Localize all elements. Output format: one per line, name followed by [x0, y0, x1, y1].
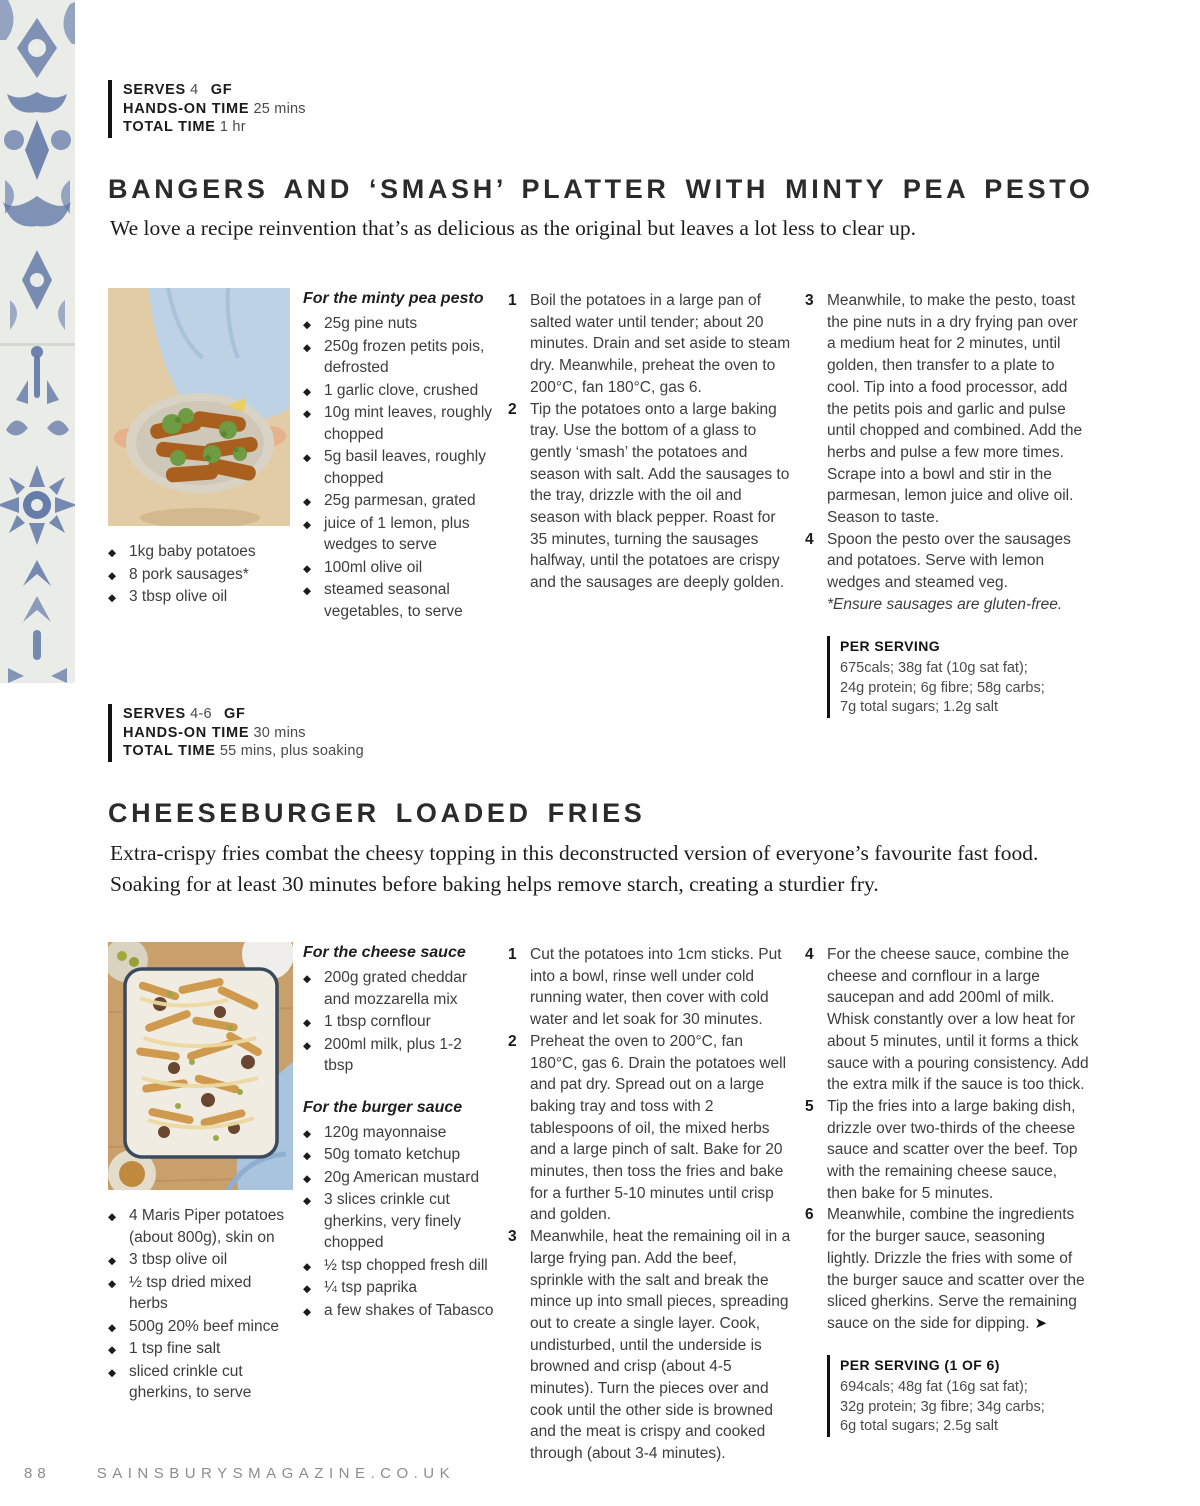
ingredient-item [303, 967, 495, 1010]
ingredient-item [303, 557, 495, 579]
ingredient-item [108, 1316, 290, 1338]
recipe2-col-ingredients-sauces [303, 942, 495, 1465]
diamond-bullet-icon: ◆ [303, 1150, 312, 1162]
recipe1-col-ingredients-main [108, 288, 290, 718]
ingredient-item [303, 380, 495, 402]
ingredient-item [108, 1361, 290, 1404]
diamond-bullet-icon: ◆ [303, 341, 312, 354]
ingredient-text: 1 tbsp cornflour [324, 1013, 431, 1030]
ingredient-item [303, 446, 495, 489]
step-number: 1 [508, 292, 517, 309]
ingredient-text: 25g parmesan, grated [324, 492, 476, 509]
total-time-value: 55 mins, plus soaking [219, 743, 364, 759]
ingredient-text: 20g American mustard [324, 1168, 480, 1186]
diamond-bullet-icon: ◆ [108, 547, 117, 559]
diamond-bullet-icon: ◆ [303, 496, 312, 508]
step-number: 6 [805, 1206, 814, 1224]
per-serving-line: 32g protein; 3g fibre; 34g carbs; [840, 1398, 1045, 1415]
step-number: 2 [508, 400, 517, 418]
ingredient-text: 3 tbsp olive oil [129, 588, 228, 605]
method-step [805, 1096, 1089, 1205]
diamond-bullet-icon: ◆ [108, 569, 117, 582]
ingredient-item [303, 513, 495, 556]
step-text: Tip the potatoes onto a large baking tray. Use the bottom of a glass to gently ‘smash’ the potatoes and season with salt. Add the sausages to the tray, drizzle with the oil and season with black pepper. Roast for 35 minutes, turning the sausages halfway, until the potatoes are crispy and the sausages are deeply golden. [530, 400, 790, 592]
subrecipe-heading: For the burger sauce [303, 1098, 463, 1116]
hands-on-time-line [123, 724, 364, 743]
gluten-free-badge: GF [224, 706, 246, 722]
recipe2-body [108, 942, 1090, 1465]
ingredient-text: juice of 1 lemon, plus wedges to serve [324, 514, 470, 553]
total-time-label: TOTAL TIME [123, 743, 216, 759]
method-step [805, 1204, 1089, 1334]
cheese-sauce-ingredient-list [303, 967, 495, 1077]
diamond-bullet-icon: ◆ [303, 1260, 312, 1273]
step-number: 3 [508, 1228, 517, 1246]
recipe2-meta [108, 704, 364, 762]
ingredient-text: 1kg baby potatoes [129, 543, 256, 560]
step-number: 5 [805, 1097, 814, 1115]
diamond-bullet-icon: ◆ [108, 1277, 117, 1290]
step-text [827, 1204, 1089, 1334]
ingredient-text: 8 pork sausages* [129, 565, 249, 583]
serves-value: 4-6 [190, 706, 212, 722]
per-serving-heading: PER SERVING [840, 637, 941, 654]
page-number: 88 [24, 1465, 51, 1482]
burger-sauce-ingredient-list [303, 1122, 495, 1322]
step-text-body: Meanwhile, combine the ingredients for the burger sauce, seasoning lightly. Drizzle the fries with some of the burger sauce and scatter over the sliced gherkins. Serve the remaining sauce on the side for dipping. [827, 1206, 1085, 1332]
recipe2-steps-col1 [508, 942, 792, 1465]
ingredient-text: ½ tsp dried mixed herbs [129, 1273, 252, 1312]
serves-value: 4 [190, 82, 199, 98]
step-text: Preheat the oven to 200°C, fan 180°C, gas 6. Drain the potatoes well and pat dry. Spread out on a large baking tray and toss with 2 tablespoons of oil, the mixed herbs and a large pinch of salt. Bake for 20 minutes, then toss the fries and bake for a further 5-10 minutes until crisp and golden. [530, 1032, 787, 1224]
ingredient-item [303, 579, 495, 622]
step-number: 3 [805, 292, 814, 309]
ingredient-item [108, 1338, 290, 1360]
ingredient-item [303, 1144, 495, 1166]
method-step [508, 944, 792, 1031]
diamond-bullet-icon: ◆ [108, 1211, 117, 1223]
ingredient-text: ½ tsp chopped fresh dill [324, 1256, 488, 1274]
ingredient-text: 1 garlic clove, crushed [324, 381, 479, 399]
ingredient-text: 3 slices crinkle cut gherkins, very finely chopped [324, 1191, 461, 1251]
method-step [508, 399, 792, 594]
ingredient-text: 250g frozen petits pois, defrosted [324, 337, 485, 376]
gluten-free-badge: GF [210, 82, 233, 98]
ingredient-text: 120g mayonnaise [324, 1123, 447, 1141]
step-text: Meanwhile, heat the remaining oil in a large frying pan. Add the beef, sprinkle with the salt and break the mince up into small pieces, spreading out to create a single layer. Cook, undisturbed, until the underside is browned and crisp (about 4-5 minutes). Turn the pieces over and cook until the other side is browned and the meat is crispy and cooked through (about 3-4 minutes). [530, 1228, 791, 1463]
hands-on-time-label: HANDS-ON TIME [123, 100, 250, 117]
method-step [508, 1031, 792, 1226]
diamond-bullet-icon: ◆ [303, 452, 312, 464]
ingredient-item [303, 1122, 495, 1144]
step-number: 4 [805, 946, 814, 963]
method-step [805, 944, 1089, 1096]
page-footer [24, 1465, 455, 1482]
diamond-bullet-icon: ◆ [303, 1039, 312, 1052]
serves-label: SERVES [123, 82, 186, 98]
continued-arrow-icon: ➤ [1034, 1314, 1048, 1332]
recipe1-meta [108, 80, 306, 138]
magazine-website: SAINSBURYSMAGAZINE.CO.UK [96, 1465, 456, 1482]
ingredient-item [303, 490, 495, 512]
ingredient-text: 4 Maris Piper potatoes (about 800g), skin on [129, 1207, 285, 1246]
diamond-bullet-icon: ◆ [303, 1283, 312, 1295]
ingredient-text: 3 tbsp olive oil [129, 1251, 228, 1268]
ingredient-item [303, 1167, 495, 1189]
per-serving-heading: PER SERVING (1 OF 6) [840, 1356, 1000, 1373]
recipe1-intro: We love a recipe reinvention that’s as delicious as the original but leaves a lot less to clear up. [110, 216, 917, 240]
hands-on-time-value: 30 mins [253, 724, 306, 741]
method-step [508, 290, 792, 399]
method-step [508, 1226, 792, 1465]
gluten-free-note: *Ensure sausages are gluten-free. [827, 595, 1063, 613]
ingredient-text: 500g 20% beef mince [129, 1317, 279, 1335]
ingredient-item [303, 1277, 495, 1299]
recipe1-pesto-ingredient-list [303, 313, 495, 622]
ingredient-text: 200ml milk, plus 1-2 tbsp [324, 1035, 462, 1074]
step-text: Spoon the pesto over the sausages and potatoes. Serve with lemon wedges and steamed veg. [827, 530, 1071, 592]
diamond-bullet-icon: ◆ [303, 973, 312, 985]
recipe1-body [108, 288, 1090, 718]
recipe2-title: CHEESEBURGER LOADED FRIES [108, 798, 646, 828]
diamond-bullet-icon: ◆ [303, 518, 312, 531]
ingredient-item [303, 402, 495, 445]
ingredient-text: 1 tsp fine salt [129, 1340, 221, 1357]
recipe2-steps-col2 [805, 942, 1089, 1465]
ingredient-item [108, 564, 290, 586]
ingredient-text: 200g grated cheddar and mozzarella mix [324, 969, 468, 1008]
ingredient-item [303, 1011, 495, 1033]
step-text: Tip the fries into a large baking dish, drizzle over two-thirds of the cheese sauce and scatter over the beef. Top with the remaining cheese sauce, then bake for 5 minutes. [827, 1097, 1078, 1202]
diamond-bullet-icon: ◆ [303, 319, 312, 331]
bangers-photo [108, 288, 290, 526]
ingredient-item [108, 586, 290, 608]
per-serving-line: 7g total sugars; 1.2g salt [840, 699, 998, 716]
recipe1-main-ingredient-list [108, 541, 290, 608]
recipe1-steps-col1 [508, 288, 792, 718]
subrecipe-heading: For the minty pea pesto [303, 290, 484, 307]
per-serving-line: 6g total sugars; 2.5g salt [840, 1418, 998, 1435]
diamond-bullet-icon: ◆ [108, 1344, 117, 1356]
ingredient-text: 100ml olive oil [324, 558, 423, 576]
recipe1-per-serving-box [827, 636, 1089, 718]
per-serving-line: 675cals; 38g fat (10g sat fat); [840, 660, 1028, 677]
diamond-bullet-icon: ◆ [303, 1172, 312, 1185]
ingredient-item [303, 1189, 495, 1254]
recipe2-intro: Extra-crispy fries combat the cheesy topping in this deconstructed version of everyone’s favourite fast food. Soaking for at least 30 minutes before baking helps remove starch, creating a sturdier fry. [110, 841, 1039, 896]
recipe1-col-ingredients-pesto [303, 288, 495, 718]
ingredient-item [108, 1272, 290, 1315]
subrecipe-heading: For the cheese sauce [303, 944, 466, 961]
per-serving-line: 694cals; 48g fat (16g sat fat); [840, 1379, 1028, 1396]
ingredient-item [303, 1255, 495, 1277]
ingredient-text: 25g pine nuts [324, 315, 418, 332]
recipe1-title: BANGERS AND ‘SMASH’ PLATTER WITH MINTY PEA PESTO [108, 174, 1094, 204]
step-text: Meanwhile, to make the pesto, toast the pine nuts in a dry frying pan over a medium heat for 2 minutes, until golden, then transfer to a plate to cool. Tip into a food processor, add the petits pois and garlic and pulse until chopped and combined. Add the herbs and pulse a few more times. Scrape into a bowl and stir in the parmesan, lemon juice and olive oil. Season to taste. [827, 292, 1083, 527]
hands-on-time-value: 25 mins [253, 100, 306, 117]
hands-on-time-line [123, 100, 306, 119]
ingredient-item [303, 336, 495, 379]
step-number: 2 [508, 1032, 517, 1050]
diamond-bullet-icon: ◆ [303, 385, 312, 398]
diamond-bullet-icon: ◆ [108, 592, 117, 604]
diamond-bullet-icon: ◆ [303, 562, 312, 575]
ingredient-item [108, 541, 290, 563]
diamond-bullet-icon: ◆ [108, 1321, 117, 1334]
diamond-bullet-icon: ◆ [303, 408, 312, 420]
recipe2-col-ingredients-main [108, 942, 290, 1465]
ingredient-text: ¼ tsp paprika [324, 1279, 418, 1296]
method-step [805, 290, 1089, 529]
per-serving-line: 24g protein; 6g fibre; 58g carbs; [840, 679, 1045, 696]
serves-line [123, 81, 306, 100]
hands-on-time-label: HANDS-ON TIME [123, 724, 250, 741]
ingredient-item [303, 1034, 495, 1077]
tile-pattern-image [0, 0, 75, 683]
total-time-label: TOTAL TIME [123, 119, 216, 135]
diamond-bullet-icon: ◆ [108, 1255, 117, 1267]
step-text: For the cheese sauce, combine the cheese and cornflour in a large saucepan and add 200ml of milk. Whisk constantly over a low heat for about 5 minutes, until it forms a thick sauce with a pouring consistency. Add the extra milk if the sauce is too thick. [827, 946, 1089, 1094]
serves-label: SERVES [123, 706, 186, 722]
ingredient-item [303, 1300, 495, 1322]
diamond-bullet-icon: ◆ [303, 1305, 312, 1318]
total-time-value: 1 hr [219, 119, 246, 135]
ingredient-item [108, 1205, 290, 1248]
total-time-line [123, 118, 306, 137]
diamond-bullet-icon: ◆ [303, 1127, 312, 1140]
serves-line [123, 705, 364, 724]
ingredient-text: 5g basil leaves, roughly chopped [324, 448, 486, 487]
step-text: Boil the potatoes in a large pan of salted water until tender; about 20 minutes. Drain and set aside to steam dry. Meanwhile, preheat the oven to 200°C, fan 180°C, gas 6. [530, 292, 791, 396]
step-number: 4 [805, 530, 814, 548]
ingredient-text: 10g mint leaves, roughly chopped [324, 404, 493, 443]
step-number: 1 [508, 946, 517, 963]
total-time-line [123, 742, 364, 761]
fries-photo [108, 942, 293, 1190]
ingredient-item [108, 1249, 290, 1271]
ingredient-text: a few shakes of Tabasco [324, 1301, 494, 1319]
ingredient-text: 50g tomato ketchup [324, 1146, 461, 1163]
recipe1-steps-col2 [805, 288, 1089, 718]
ingredient-text: sliced crinkle cut gherkins, to serve [129, 1362, 252, 1401]
step-text: Cut the potatoes into 1cm sticks. Put into a bowl, rinse well under cold running water, then cover with cold water and let soak for 30 minutes. [530, 946, 782, 1029]
recipe2-per-serving-box [827, 1355, 1089, 1437]
diamond-bullet-icon: ◆ [303, 1195, 312, 1207]
diamond-bullet-icon: ◆ [108, 1366, 117, 1379]
ingredient-text: steamed seasonal vegetables, to serve [324, 581, 463, 620]
diamond-bullet-icon: ◆ [303, 1017, 312, 1029]
diamond-bullet-icon: ◆ [303, 585, 312, 597]
ingredient-item [303, 313, 495, 335]
method-step [805, 529, 1089, 594]
recipe2-main-ingredient-list [108, 1205, 290, 1404]
